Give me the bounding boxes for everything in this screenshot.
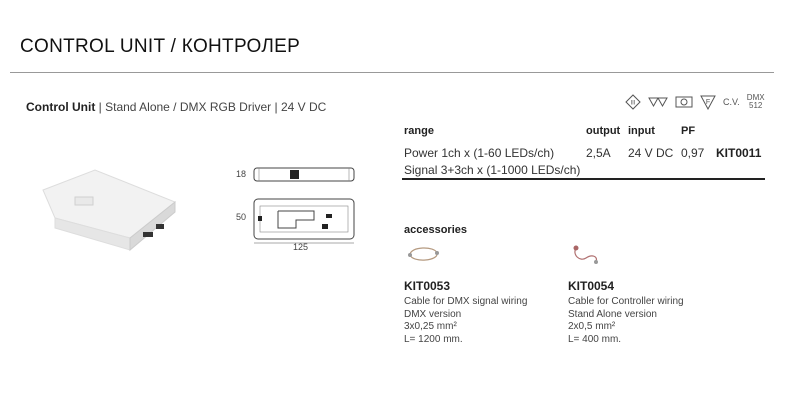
f-mark-icon xyxy=(700,94,716,110)
height-dimension: 18 xyxy=(236,169,247,179)
kit0054-code: KIT0054 xyxy=(568,279,615,293)
title-divider xyxy=(10,72,774,73)
side-view-drawing xyxy=(252,164,357,184)
power-range-cell: Power 1ch x (1-60 LEDs/ch) xyxy=(404,146,555,160)
certification-icons xyxy=(625,93,765,111)
controller-cable-image xyxy=(570,240,600,266)
kit0053-desc-line: Cable for DMX signal wiring xyxy=(404,296,528,307)
output-header: output xyxy=(586,125,621,137)
length-dimension: 125 xyxy=(293,242,309,252)
page-title: CONTROL UNIT / КОНТРОЛЕР xyxy=(20,36,301,57)
pf-cell: 0,97 xyxy=(681,146,705,160)
input-header: input xyxy=(628,125,655,137)
output-cell: 2,5A xyxy=(586,146,611,160)
thermal-protection-icon xyxy=(675,94,693,110)
kit0054-desc-line: Stand Alone version xyxy=(568,308,657,320)
class-iii-icon xyxy=(625,94,641,110)
kit0053-code: KIT0053 xyxy=(404,279,451,293)
accessories-heading: accessories xyxy=(404,224,467,236)
cv-label: C.V. xyxy=(723,97,740,107)
product-subtitle xyxy=(26,100,326,114)
accessory-kit0054 xyxy=(568,279,684,346)
kit0054-desc-line: L= 400 mm. xyxy=(568,333,622,345)
product-photo xyxy=(35,160,185,255)
product-name: Control Unit xyxy=(26,100,96,114)
accessory-kit0053 xyxy=(404,279,527,346)
kit0053-desc-line: DMX version xyxy=(404,308,462,320)
kit0053-desc-line: L= 1200 mm. xyxy=(404,333,463,345)
ww-mark-icon xyxy=(648,94,668,110)
spec-table-divider xyxy=(402,178,765,180)
dmx-cable-image xyxy=(405,243,443,265)
kit-code-cell: KIT0011 xyxy=(716,146,762,160)
signal-range-cell: Signal 3+3ch x (1-1000 LEDs/ch) xyxy=(404,163,581,177)
svg-text:F: F xyxy=(705,99,711,106)
kit0054-desc-line: 2x0,5 mm² xyxy=(568,321,616,332)
dmx-label: DMX 512 xyxy=(746,93,765,110)
input-cell: 24 V DC xyxy=(628,146,674,160)
kit0054-desc-line: Cable for Controller wiring xyxy=(568,296,684,307)
svg-text:III: III xyxy=(630,100,636,107)
top-view-drawing xyxy=(252,196,357,246)
pf-header: PF xyxy=(681,125,696,137)
product-description: | Stand Alone / DMX RGB Driver | 24 V DC xyxy=(95,100,327,114)
range-header: range xyxy=(404,125,434,137)
width-dimension: 50 xyxy=(236,212,247,222)
kit0053-desc-line: 3x0,25 mm² xyxy=(404,321,457,332)
